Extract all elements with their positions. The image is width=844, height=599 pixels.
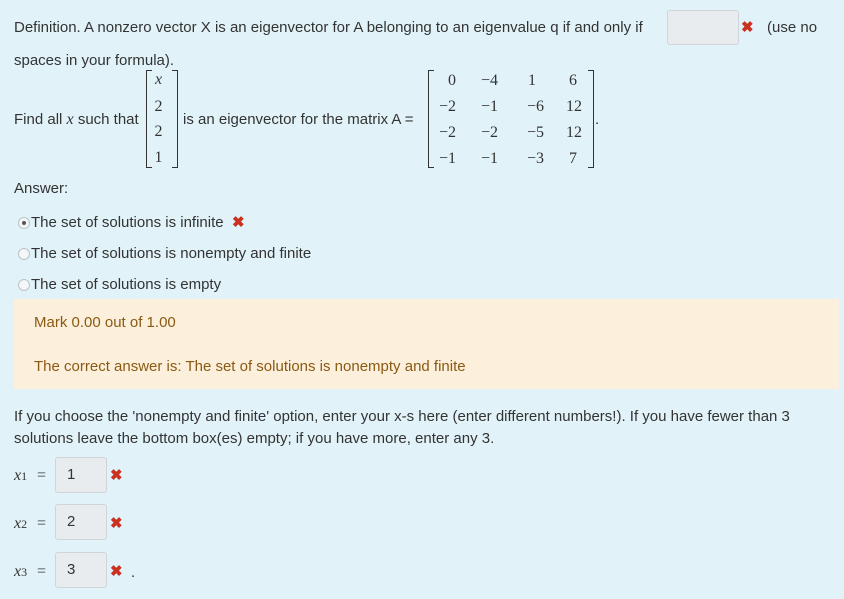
x1-label [14, 467, 27, 485]
equals-sign: = [37, 515, 47, 532]
equals-sign: = [37, 467, 47, 484]
incorrect-cross-icon: ✖ [110, 467, 123, 484]
instructions-line2: solutions leave the bottom box(es) empty; if you have more, enter any 3. [14, 430, 495, 447]
option-label[interactable]: The set of solutions is infinite [31, 214, 224, 231]
question-find-all: Find all [14, 111, 63, 128]
x2-label [14, 515, 27, 533]
var-letter: x [14, 467, 22, 484]
matrix-cell: −1 [438, 150, 456, 167]
matrix-cell: −2 [438, 98, 456, 115]
vector-right-bracket [172, 70, 178, 168]
var-letter: x [14, 515, 22, 532]
feedback-box [14, 299, 839, 389]
option-label[interactable]: The set of solutions is nonempty and finite [31, 245, 312, 262]
matrix-cell: 7 [569, 150, 577, 167]
matrix-cell: −6 [526, 98, 544, 115]
matrix-right-bracket [588, 70, 594, 168]
matrix-cell: 12 [566, 98, 582, 115]
vector-entry: 1 [154, 149, 163, 166]
matrix-cell: −2 [438, 124, 456, 141]
matrix-cell: 12 [566, 124, 582, 141]
question-var: x [66, 111, 74, 128]
vector-entry: x [154, 71, 163, 88]
x3-input[interactable]: 3 [55, 552, 107, 588]
var-letter: x [14, 563, 22, 580]
matrix-cell: −1 [480, 98, 498, 115]
mark-text: Mark 0.00 out of 1.00 [34, 314, 176, 331]
var-subscript: 1 [21, 469, 28, 483]
formula-input[interactable] [667, 10, 739, 45]
matrix-cell: 0 [448, 72, 456, 89]
matrix-cell: −2 [480, 124, 498, 141]
radio-icon[interactable] [18, 248, 30, 260]
end-period: . [131, 564, 136, 581]
var-subscript: 3 [21, 565, 28, 579]
question-middle: is an eigenvector for the matrix A = [183, 111, 414, 128]
correct-answer-text: The correct answer is: The set of solutions is nonempty and finite [34, 358, 466, 375]
incorrect-cross-icon: ✖ [110, 515, 123, 532]
x2-input[interactable]: 2 [55, 504, 107, 540]
definition-text: Definition. A nonzero vector X is an eigenvector for A belonging to an eigenvalue q if and only if [14, 19, 643, 36]
option-label[interactable]: The set of solutions is empty [31, 276, 222, 293]
matrix-cell: −5 [526, 124, 544, 141]
equals-sign: = [37, 563, 47, 580]
var-subscript: 2 [21, 517, 28, 531]
vector-entry: 2 [154, 123, 163, 140]
matrix-cell: 6 [569, 72, 577, 89]
definition-text-line2: spaces in your formula). [14, 52, 175, 69]
instructions-line1: If you choose the 'nonempty and finite' option, enter your x-s here (enter different numbers!). If you have fewer than 3 [14, 408, 790, 425]
question-prefix [14, 111, 139, 129]
matrix-cell: −4 [480, 72, 498, 89]
matrix-cell: −1 [480, 150, 498, 167]
radio-icon[interactable] [18, 217, 30, 229]
incorrect-cross-icon: ✖ [232, 214, 245, 231]
matrix-cell: −3 [526, 150, 544, 167]
incorrect-cross-icon: ✖ [741, 19, 754, 36]
question-such-that: such that [77, 111, 139, 128]
question-end-period: . [595, 111, 600, 128]
radio-icon[interactable] [18, 279, 30, 291]
matrix-cell: 1 [528, 72, 536, 89]
vector-entry: 2 [154, 98, 163, 115]
x1-input[interactable]: 1 [55, 457, 107, 493]
definition-text-after: (use no [767, 19, 818, 36]
answer-label: Answer: [14, 180, 69, 197]
incorrect-cross-icon: ✖ [110, 563, 123, 580]
x3-label [14, 563, 27, 581]
